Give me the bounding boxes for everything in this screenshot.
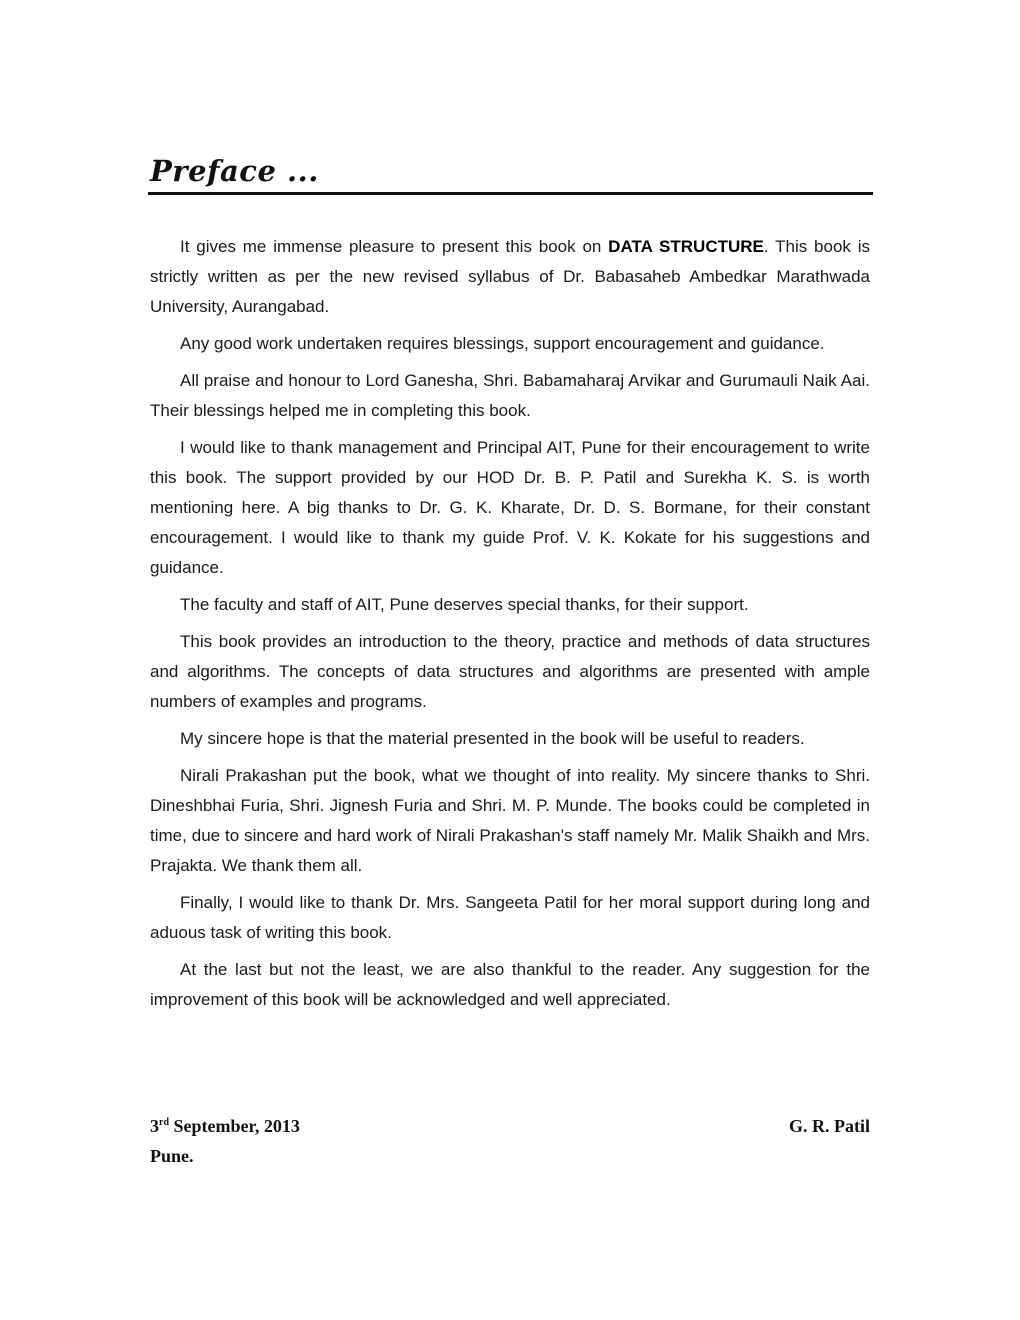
paragraph-6: This book provides an introduction to the theory, practice and methods of data structures and algorithms. The concepts of data structures and algorithms are presented with ample numbers of examples and programs. xyxy=(150,632,870,711)
signature-block xyxy=(150,1111,870,1171)
paragraph-1-start: It gives me immense pleasure to present this book on xyxy=(180,237,609,256)
author-name: G. R. Patil xyxy=(789,1116,870,1136)
preface-place: Pune. xyxy=(150,1146,194,1166)
page-title: Preface ... xyxy=(150,154,319,188)
paragraph-2: Any good work undertaken requires blessings, support encouragement and guidance. xyxy=(180,334,825,353)
paragraph-10: At the last but not the least, we are also thankful to the reader. Any suggestion for the improvement of this book will be acknowledged and well appreciated. xyxy=(150,960,870,1009)
paragraph-3: All praise and honour to Lord Ganesha, Shri. Babamaharaj Arvikar and Gurumauli Naik Aai. Their blessings helped me in completing this book. xyxy=(150,371,870,420)
paragraph-7: My sincere hope is that the material presented in the book will be useful to readers. xyxy=(180,729,805,748)
date-author-row xyxy=(150,1111,870,1141)
paragraph-8: Nirali Prakashan put the book, what we thought of into reality. My sincere thanks to Shri. Dineshbhai Furia, Shri. Jignesh Furia and Shri. M. P. Munde. The books could be completed in time, due to sincere and hard work of Nirali Prakashan's staff namely Mr. Malik Shaikh and Mrs. Prajakta. We thank them all. xyxy=(150,766,870,875)
paragraph-9: Finally, I would like to thank Dr. Mrs. Sangeeta Patil for her moral support during long and aduous task of writing this book. xyxy=(150,893,870,942)
preface-date xyxy=(150,1111,300,1141)
preface-heading-block xyxy=(148,150,873,196)
heading-underline xyxy=(148,192,873,195)
paragraph-4: I would like to thank management and Principal AIT, Pune for their encouragement to write this book. The support provided by our HOD Dr. B. P. Patil and Surekha K. S. is worth mentioning here. A big thanks to Dr. G. K. Kharate, Dr. D. S. Bormane, for their constant encouragement. I would like to thank my guide Prof. V. K. Kokate for his suggestions and guidance. xyxy=(150,438,870,577)
date-month-year: September, 2013 xyxy=(169,1116,300,1136)
book-subject: DATA STRUCTURE xyxy=(608,237,764,256)
date-day: 3 xyxy=(150,1116,159,1136)
paragraph-5: The faculty and staff of AIT, Pune deserves special thanks, for their support. xyxy=(180,595,749,614)
paragraph-1-end: . This book is strictly written as per the new revised syllabus of Dr. Babasaheb Ambedkar Marathwada University, Aurangabad. xyxy=(150,237,871,316)
paragraph-1 xyxy=(150,232,870,322)
date-suffix: rd xyxy=(159,1117,169,1128)
preface-body xyxy=(150,232,870,1022)
